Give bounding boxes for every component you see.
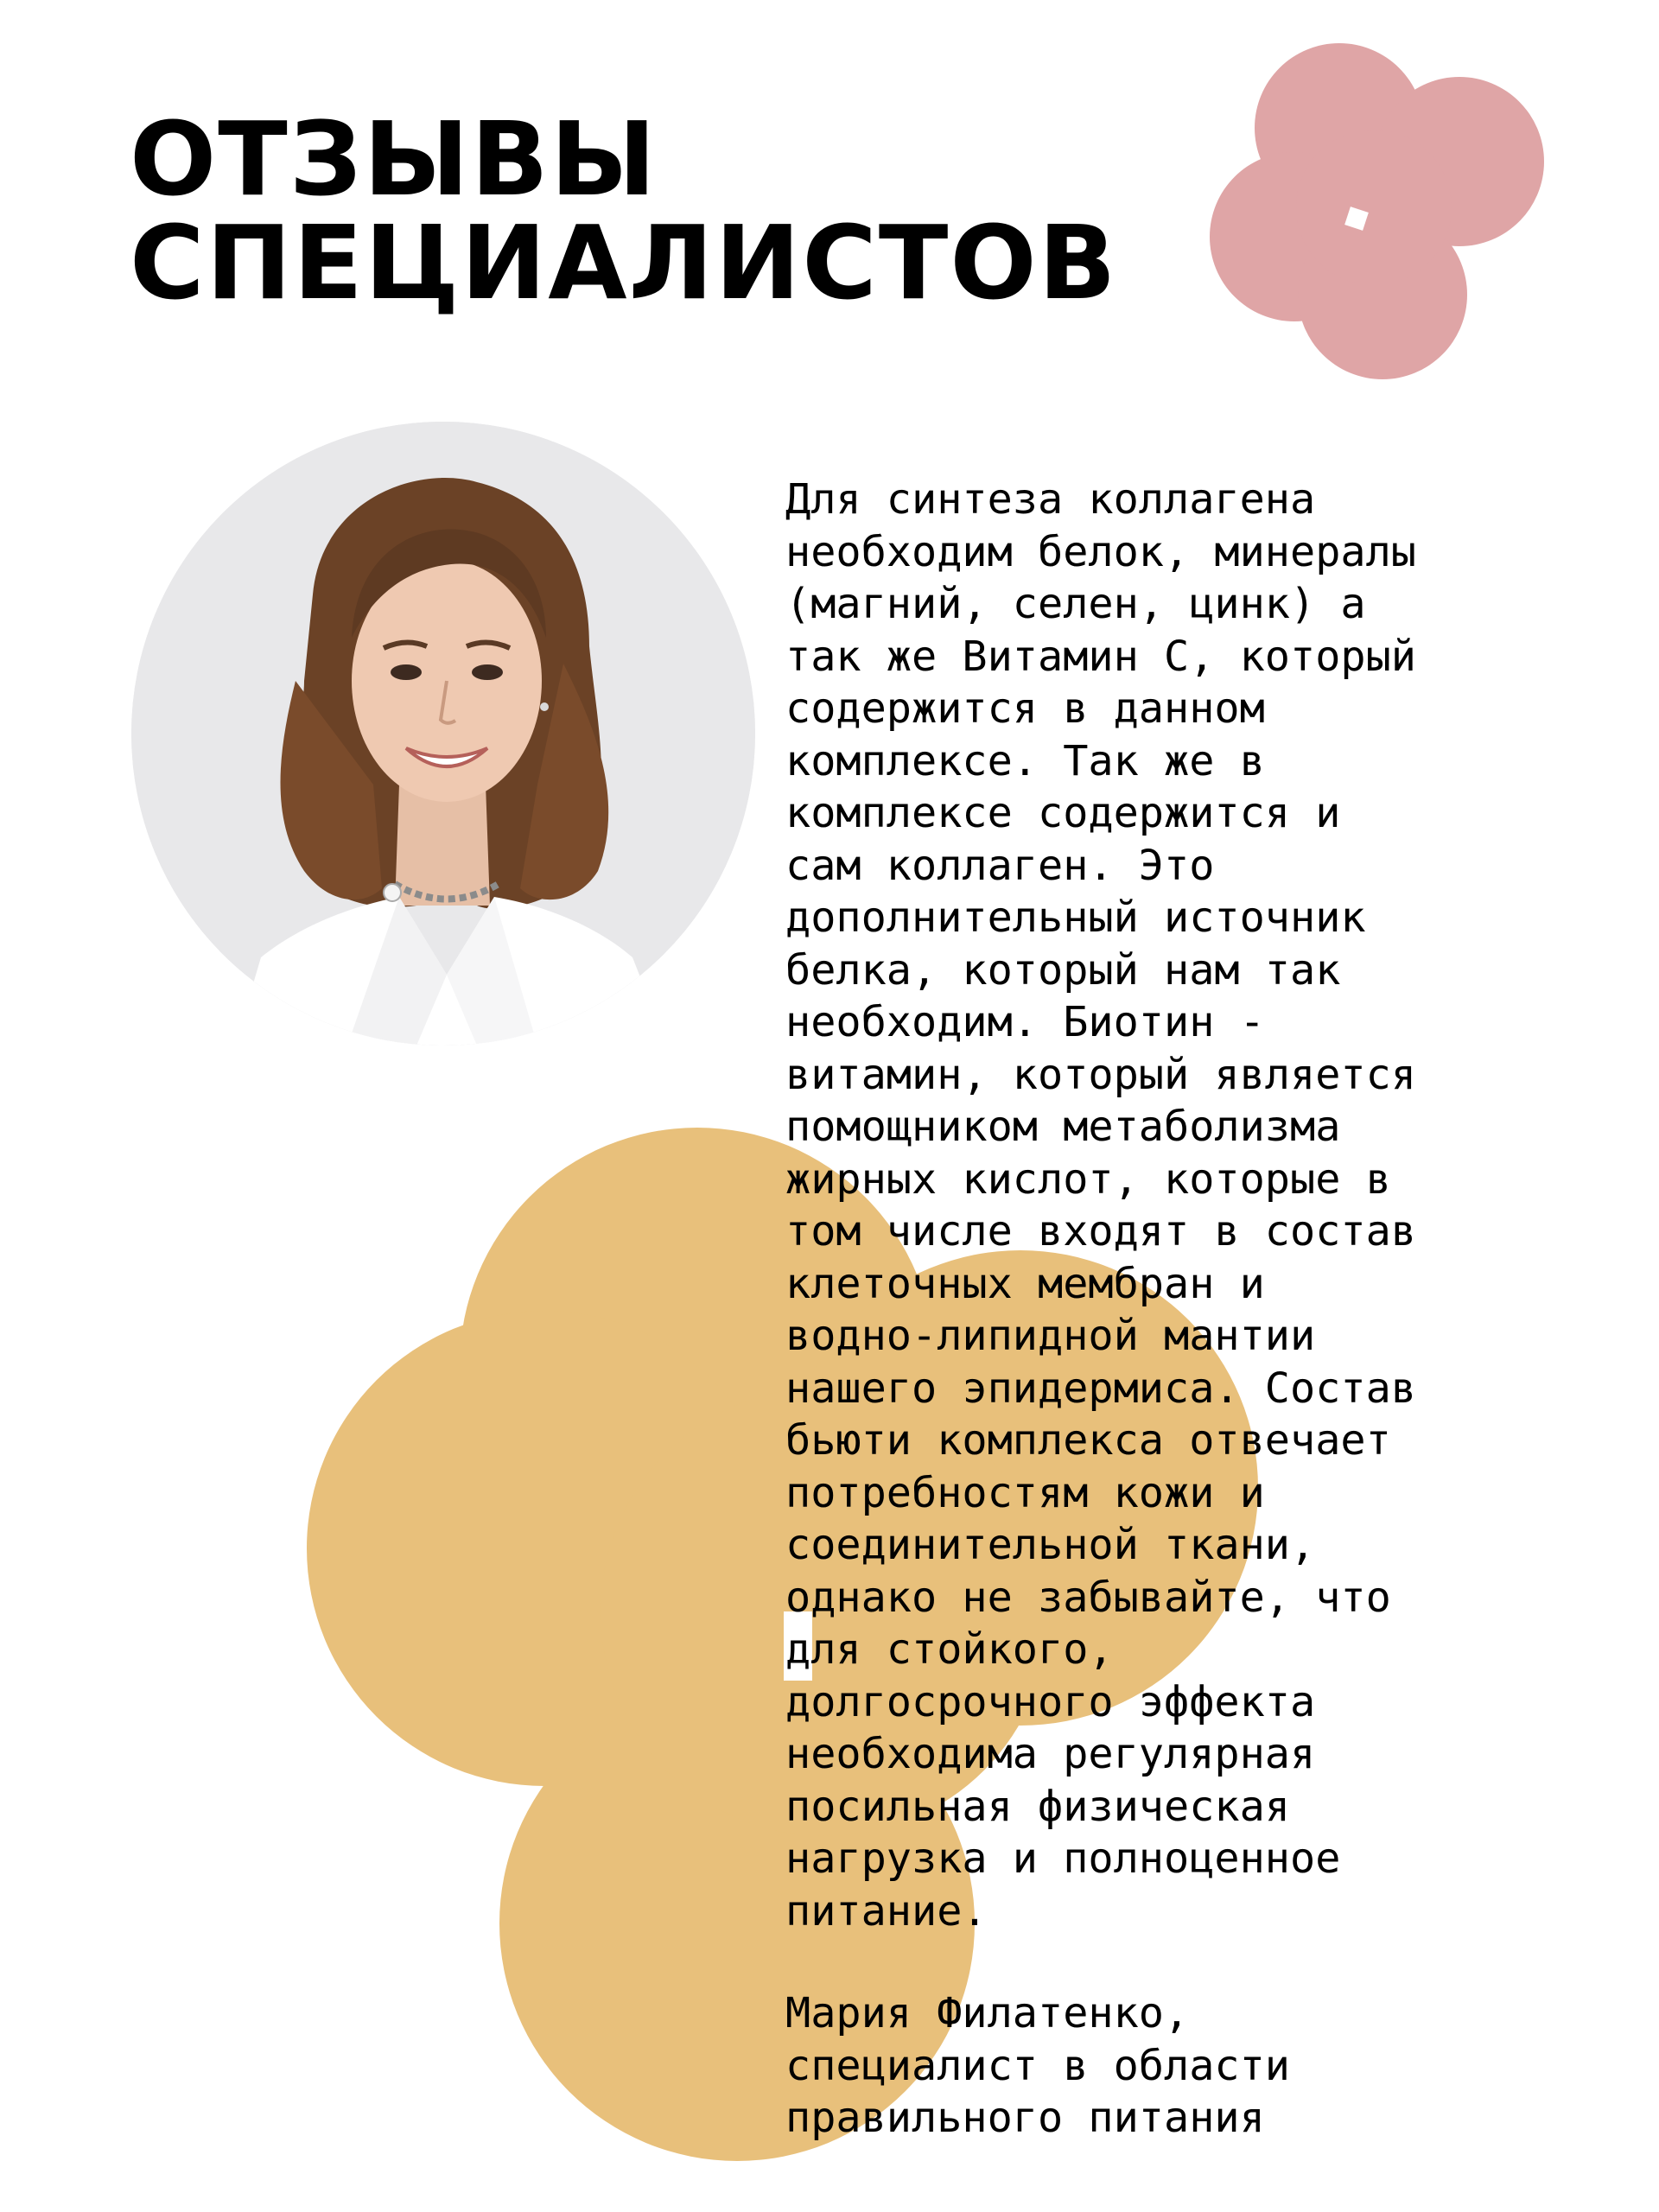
pink-flower-decoration [1184,43,1547,397]
specialist-photo [131,422,755,1046]
title-line-1: ОТЗЫВЫ [130,99,658,219]
review-text: Для синтеза коллагена необходим белок, минералы (магний, селен, цинк) а так же Витамин С, который содержится в данном комплексе. Так же в комплексе содержится и сам коллаген. Это дополнительный источник белка, который нам так необходим. Биотин - витамин, который является помощником метаболизма жирных кислот, которые в том числе входят в состав клеточных мембран и водно-липидной мантии нашего эпидермиса. Состав бьюти комплекса отвечает потребностям кожи и соединительной ткани, однако не забывайте, что для стойкого, долгосрочного эффекта необходима регулярная посильная физическая нагрузка и полноценное питание. [785,475,1416,1936]
page-title [130,99,1118,322]
portrait-photo-icon [131,422,755,1046]
title-line-2: СПЕЦИАЛИСТОВ [130,203,1118,322]
review-author: Мария Филатенко, специалист в области правильного питания [785,1989,1290,2142]
